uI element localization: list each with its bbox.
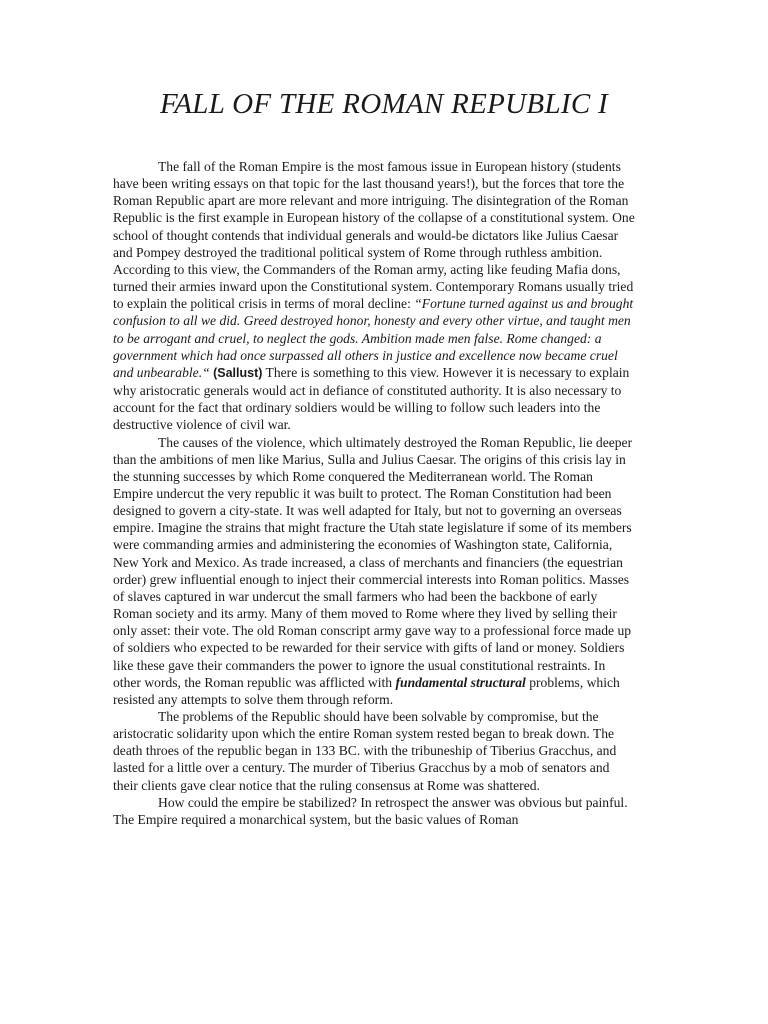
paragraph-1-text-b: There is something to this view. However it is necessary to explain why aristocratic generals would act in defiance of constituted authority. It is also necessary to account for the fact that ordinary soldiers would be willing to follow such leaders into the destructive violence of civil war. (113, 364, 630, 433)
paragraph-1-text-a: The fall of the Roman Empire is the most famous issue in European history (students have been writing essays on that topic for the last thousand years!), but the forces that tore the Roman Republic apart are more relevant and more intriguing. The disintegration of the Roman Republic is the first example in European history of the collapse of a constitutional system. One school of thought contends that individual generals and would-be dictators like Julius Caesar and Pompey destroyed the traditional political system of Rome through ruthless ambition. According to this view, the Commanders of the Roman army, acting like feuding Mafia dons, turned their armies inward upon the Constitutional system. Contemporary Romans usually tried to explain the political crisis in terms of moral decline: (113, 159, 635, 312)
paragraph-1 (113, 158, 635, 434)
document-body (113, 158, 635, 828)
page-title: FALL OF THE ROMAN REPUBLIC I (160, 88, 608, 120)
paragraph-2-text-b: problems, which resisted any attempts to solve them through reform. (113, 674, 620, 707)
quote-source: (Sallust) (213, 365, 263, 380)
sallust-quote: “Fortune turned against us and brought confusion to all we did. Greed destroyed honor, honesty and every other virtue, and taught men to be arrogant and cruel, to neglect the gods. Ambition made men false. Rome changed: a government which had once surpassed all others in justice and excellence now became cruel and unbearable.“ (113, 296, 634, 380)
paragraph-4: How could the empire be stabilized? In retrospect the answer was obvious but painful. The Empire required a monarchical system, but the basic values of Roman (113, 794, 628, 827)
paragraph-3: The problems of the Republic should have been solvable by compromise, but the aristocratic solidarity upon which the entire Roman system rested began to break down. The death throes of the republic began in 133 BC. with the tribuneship of Tiberius Gracchus, and lasted for a little over a century. The murder of Tiberius Gracchus by a mob of senators and their clients gave clear notice that the ruling consensus at Rome was shattered. (113, 709, 617, 793)
paragraph-2 (113, 434, 635, 709)
paragraph-2-text-a: The causes of the violence, which ultimately destroyed the Roman Republic, lie deeper than the ambitions of men like Marius, Sulla and Julius Caesar. The origins of this crisis lay in the stunning successes by which Rome conquered the Mediterranean world. The Roman Empire undercut the very republic it was built to protect. The Roman Constitution had been designed to govern a city-state. It was well adapted for Italy, but not to governing an overseas empire. Imagine the strains that might fracture the Utah state legislature if some of its members were commanding armies and administering the economies of Washington state, California, New York and Mexico. As trade increased, a class of merchants and financiers (the equestrian order) grew influential enough to inject their commercial interests into Roman politics. Masses of slaves captured in war undercut the small farmers who had been the backbone of early Roman society and its army. Many of them moved to Rome where they lived by selling their only asset: their vote. The old Roman conscript army gave way to a professional force made up of soldiers who expected to be rewarded for their service with gifts of land or money. Soldiers like these gave their commanders the power to ignore the usual constitutional restraints. In other words, the Roman republic was afflicted with (113, 434, 633, 690)
emphasis-phrase: fundamental structural (395, 674, 526, 690)
